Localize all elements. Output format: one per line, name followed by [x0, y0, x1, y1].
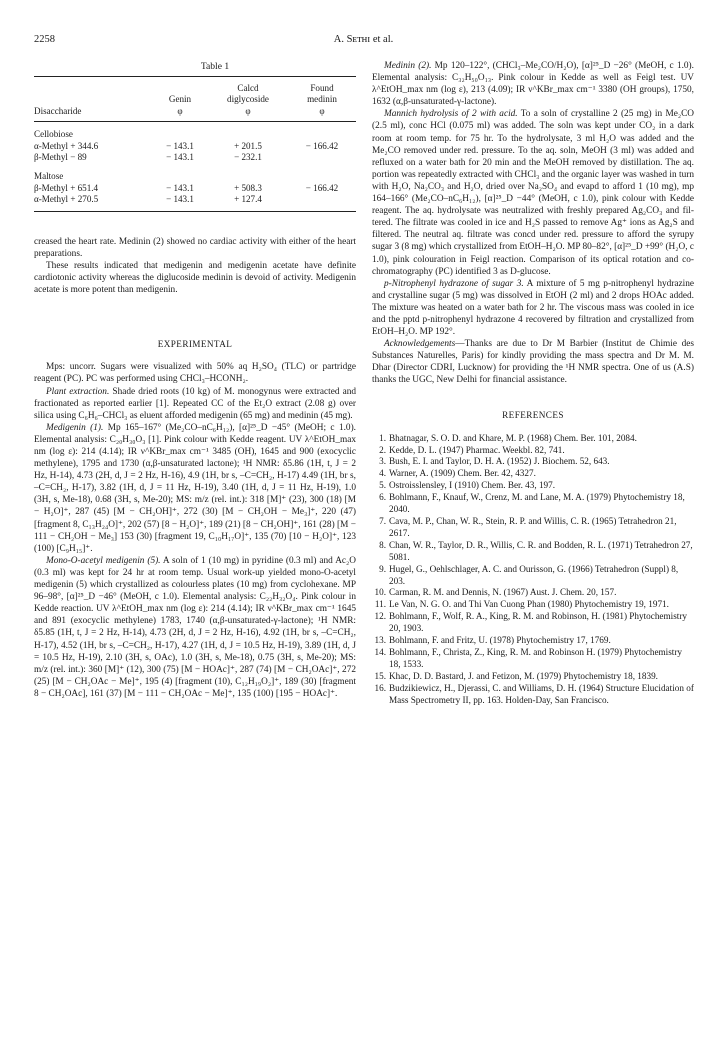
reference-item	[372, 468, 694, 480]
reference-text: Bohlmann, F., Knauf, W., Crenz, M. and Lane, M. A. (1979) Phytochemistry 18, 2040.	[389, 492, 685, 515]
reference-item	[372, 635, 694, 647]
reference-text: Le Van, N. G. O. and Thi Van Cuong Phan (1980) Phytochemistry 19, 1971.	[389, 599, 669, 610]
reference-text: Hugel, G., Oehlschlager, A. C. and Ourisson, G. (1966) Tetrahedron (Suppl) 8, 203.	[389, 563, 679, 586]
experimental-paragraph-mps: Mps: uncorr. Sugars were visualized with 50% aq H₂SO₄ (TLC) or partridge reagent (PC). PC was performed using CHCl₃–HCONH₂.	[34, 362, 356, 385]
reference-item	[372, 564, 694, 588]
table-header-row-3: Disaccharide φ φ φ	[34, 105, 325, 116]
reference-number: 16.	[374, 682, 386, 693]
medinin-paragraph	[372, 60, 694, 108]
table-header-row-1: Calcd Found	[237, 82, 334, 93]
reference-number: 7.	[379, 515, 386, 526]
table-row: β-Methyl − 89 − 143.1 − 232.1	[34, 152, 262, 163]
acknowledgements-lead: Acknowledgements	[384, 339, 456, 350]
plant-extraction-text: Shade dried roots (10 kg) of M. monogynus were extracted and fractionated as reported earlier [1]. Repeated CC of the Et₂O extract (2.08 g) over silica using C₆H₆–CHCl₃ as eluent afforded medigenin (65 mg) and medinin (45 mg).	[34, 386, 357, 421]
reference-list	[372, 433, 694, 707]
reference-text: Budzikiewicz, H., Djerassi, C. and Williams, D. H. (1964) Structure Elucidation of Mass Spectrometry II, pp. 163. Holden-Day, San Francisco.	[389, 682, 694, 705]
reference-text: Cava, M. P., Chan, W. R., Stein, R. P. and Willis, C. R. (1965) Tetrahedron 21, 2617.	[389, 515, 677, 538]
hydrazone-text: A mixture of 5 mg p-nitrophenyl hydrazine and crystalline sugar (5 mg) was dissolved in EtOH (2 ml) and 2 drops HOAc added. The mixture was heated on a water bath for 2 hr. The viscous mass was cooled in ice and the pptd p-nitrophenyl hydrazone 4 recovered by filtration and crystallized from EtOH–H₂O. MP 192°.	[372, 278, 695, 338]
reference-number: 15.	[374, 670, 386, 681]
reference-text: Bhatnagar, S. O. D. and Khare, M. P. (1968) Chem. Ber. 101, 2084.	[389, 432, 637, 443]
reference-number: 14.	[374, 646, 386, 657]
plant-extraction-lead: Plant extraction.	[46, 386, 110, 397]
results-paragraph-2: These results indicated that medigenin and medigenin acetate have definite cardiotonic activity whereas the diglucoside medinin is devoid of activity. Medigenin acetate is more potent than medigenin.	[34, 260, 356, 296]
table-group-cellobiose: Cellobiose	[34, 129, 73, 140]
reference-item	[372, 492, 694, 516]
reference-number: 8.	[379, 539, 386, 550]
reference-item	[372, 599, 694, 611]
medigenin-lead: Medigenin (1).	[46, 422, 104, 433]
results-paragraph-1: creased the heart rate. Medinin (2) showed no cardiac activity with either of the heart preparations.	[34, 236, 356, 259]
acknowledgements-text: —Thanks are due to Dr M Barbier (Institut de Chimie des Substances Naturelles, Paris) for kindly providing the mass spectra and Dr M. M. Dhar (Director CDRI, Lucknow) for providing the ¹H NMR spectra. One of us (A.S) thanks the UGC, New Delhi for financial assistance.	[372, 339, 694, 386]
references-heading: REFERENCES	[502, 409, 564, 420]
hydrazone-lead: p-Nitrophenyl hydrazone of sugar 3.	[384, 278, 524, 289]
acetyl-medigenin-paragraph	[34, 555, 356, 700]
reference-item	[372, 587, 694, 599]
experimental-heading: EXPERIMENTAL	[157, 339, 233, 350]
reference-item	[372, 611, 694, 635]
reference-text: Warner, A. (1909) Chem. Ber. 42, 4327.	[389, 468, 536, 479]
reference-item	[372, 647, 694, 671]
reference-text: Bohlmann, F. and Fritz, U. (1978) Phytochemistry 17, 1769.	[389, 635, 611, 646]
reference-number: 5.	[379, 480, 386, 491]
reference-number: 12.	[374, 611, 386, 622]
reference-text: Kedde, D. L. (1947) Pharmac. Weekbl. 82, 741.	[389, 444, 565, 455]
plant-extraction-paragraph	[34, 386, 356, 422]
table-row: β-Methyl + 651.4 − 143.1 + 508.3 − 166.42	[34, 182, 339, 193]
acknowledgements-paragraph	[372, 338, 694, 386]
left-column	[34, 60, 356, 700]
reference-item	[372, 433, 694, 445]
table-row: α-Methyl + 344.6 − 143.1 + 201.5 − 166.42	[34, 140, 339, 151]
reference-number: 6.	[379, 492, 386, 503]
reference-number: 13.	[374, 635, 386, 646]
reference-text: Ostroisslensley, I (1910) Chem. Ber. 43, 197.	[389, 480, 556, 491]
table-caption: Table 1	[200, 61, 230, 72]
hydrazone-paragraph	[372, 278, 694, 338]
reference-item	[372, 683, 694, 707]
reference-text: Bohlmann, F., Christa, Z., King, R. M. and Robinson H. (1979) Phytochemistry 18, 1533.	[389, 646, 683, 669]
reference-text: Bohlmann, F., Wolf, R. A., King, R. M. and Robinson, H. (1981) Phytochemistry 20, 1903.	[389, 611, 687, 634]
reference-text: Bush, E. I. and Taylor, D. H. A. (1952) J. Biochem. 52, 643.	[389, 456, 610, 467]
reference-item	[372, 445, 694, 457]
page-header	[34, 34, 693, 50]
acetyl-medigenin-text: A soln of 1 (10 mg) in pyridine (0.3 ml) and Ac₂O (0.3 ml) was kept for 24 hr at room temp. Usual work-up yielded mono-O-acetyl medigenin (5) which crystallized as colourless plates (10 mg) from cyclohexane. MP 96–98°, [α]²⁵_D −46° (MeOH, c 1.0). Elemental analysis: C₂₂H₃₂O₄. Pink colour in Kedde reaction. UV λ^EtOH_max nm (log ε): 214 (4.14); IR ν^KBr_max cm⁻¹ 1645 and 891 (exocyclic methylene) 1783, 1740 (α,β-unsaturated-γ-lactone); ¹H NMR: δ5.85 (1H, t, J = 2 Hz, H-14), 4.73 (2H, d, J = 2 Hz, H-16), 4.92 (1H, br s, –C=CH₂, H-17), 4.52 (1H, br s, –C=CH₂, H-17), 4.27 (1H, d, J = 10.5 Hz, H-19), 3.89 (1H, d, J = 10.5 Hz, H-19), 2.10 (3H, s, OAc), 1.0 (3H, s, Me-18), 0.75 (3H, s, Me-20); MS: m/z (rel. int.): 360 [M]⁺ (12), 300 (75) [M − HOAc]⁺, 287 (74) [M − CH₂OAc]⁺, 272 (25) [M − CH₂OAc − Me]⁺, 195 (4) [fragment (10), C₁₂H₁₉O₂]⁺, 189 (30) [fragment 8 − CH₂OAc], 161 (37) [M − 111 − CH₂OAc − Me]⁺, 135 (100) [195 − HOAc]⁺.	[34, 555, 356, 699]
reference-number: 9.	[379, 563, 386, 574]
reference-item	[372, 671, 694, 683]
medinin-text: Mp 120–122°, (CHCl₃–Me₂CO/H₂O), [α]²⁵_D −26° (MeOH, c 1.0). Elemental analysis: C₃₂H₅₀O₁₃. Pink colour in Kedde as well as Feigl test. UV λ^EtOH_max nm (log ε), 213 (4.09); IR ν^KBr_max cm⁻¹ 3380 (OH groups), 1750, 1632 (α,β-unsaturated-γ-lactone).	[372, 61, 694, 108]
reference-number: 10.	[374, 587, 386, 598]
reference-text: Carman, R. M. and Dennis, N. (1967) Aust. J. Chem. 20, 157.	[389, 587, 617, 598]
mannich-hydrolysis-lead: Mannich hydrolysis of 2 with acid.	[384, 109, 518, 120]
reference-text: Chan, W. R., Taylor, D. R., Willis, C. R. and Bodden, R. L. (1971) Tetrahedron 27, 5081.	[389, 539, 693, 562]
reference-number: 4.	[379, 468, 386, 479]
reference-number: 11.	[374, 599, 386, 610]
medigenin-paragraph	[34, 422, 356, 555]
reference-number: 2.	[379, 444, 386, 455]
mannich-hydrolysis-paragraph	[372, 108, 694, 277]
reference-number: 1.	[379, 432, 386, 443]
reference-item	[372, 516, 694, 540]
medinin-lead: Medinin (2).	[384, 61, 432, 71]
running-head: A. Sᴇᴛʜɪ et al.	[333, 34, 394, 45]
reference-item	[372, 540, 694, 564]
reference-item	[372, 456, 694, 468]
right-column	[372, 60, 694, 706]
table-group-maltose: Maltose	[34, 171, 64, 182]
reference-item	[372, 480, 694, 492]
mannich-hydrolysis-text: To a soln of crystalline 2 (25 mg) in Me₂CO (2.5 ml), conc HCl (0.075 ml) was added. The soln was kept under CO₂ in a dark room at room temp. for 75 hr. To the hydrolysate, 3 ml H₂O was added and the Me₂CO removed under red. pressure. To the aq. soln, MeOH (3 ml) was added and refluxed on a water bath for 20 min and the MeOH removed by distillation. The aq. portion was repeatedly extracted with CHCl₃ and the organic layer was washed in turn with H₂O, Na₂CO₃ and H₂O, dried over Na₂SO₄ and evapd to afford 1 (10 mg), mp 164–166° (Me₂CO–nC₆H₁₂), [α]²⁵_D −44° (MeOH, c 1.0), pink colour with Kedde reagent. The aq. hydrolysate was neutralized with freshly prepared Ag₂CO₃ and filtered. The filtrate was cooled in ice and H₂S passed to remove Ag⁺ ions as Ag₂S and filtered. The neutral aq. filtrate was concd under red. pressure to afford the syrupy sugar 3 (8 mg) which crystallized from EtOH–H₂O. MP 80–82°, [α]²⁵_D +99° (H₂O, c 1.0), pink colouration in Feigl reaction. Comparison of its optical rotation and co-chromatography (PC) identified 3 as D-glucose.	[372, 109, 694, 277]
reference-text: Khac, D. D. Bastard, J. and Fetizon, M. (1979) Phytochemistry 18, 1839.	[389, 670, 658, 681]
reference-number: 3.	[379, 456, 386, 467]
medigenin-text: Mp 165–167° (Me₂CO–nC₆H₁₂), [α]²⁵_D −45° (MeOH; c 1.0). Elemental analysis: C₂₀H₃₀O₃ [1]. Pink colour with Kedde reagent. UV λ^EtOH_max nm (log ε): 214 (4.14); IR ν^KBr_max cm⁻¹ 3485 (OH), 1645 and 900 (exocyclic methylene), 1795 and 1730 (α,β-unsaturated lactone); ¹H NMR: δ5.86 (1H, t, J = 2 Hz, H-14), 4.73 (2H, d, J = 2 Hz, H-16), 4.9 (1H, br s, –C=CH₂, H-17) 4.49 (1H, br s, –C=CH₂, H-17), 3.82 (1H, d, J = 11 Hz, H-19), 3.40 (1H, d, J = 11 Hz, H-19), 1.0 (3H, s, Me-18), 0.68 (3H, s, Me-20); MS: m/z (rel. int.): 318 [M]⁺ (23), 300 (18) [M − H₂O]⁺, 287 (45) [M − CH₂OH]⁺, 272 (30) [M − CH₂OH − Me₃]⁺, 220 (47) [fragment 8, C₁₃H₂₄O]⁺, 202 (57) [8 − H₂O]⁺, 189 (21) [8 − CH₂OH]⁺, 161 (28) [M − 111 − CH₂OH − Me₃] 153 (30) [fragment 19, C₁₀H₁₇O]⁺, 135 (70) [10 − H₂O]⁺, 123 (100) [C₉H₁₅]⁺.	[34, 422, 356, 554]
acetyl-medigenin-lead: Mono-O-acetyl medigenin (5).	[46, 555, 161, 566]
table-1	[34, 76, 356, 212]
table-row: α-Methyl + 270.5 − 143.1 + 127.4	[34, 194, 262, 205]
page-number: 2258	[34, 34, 55, 45]
table-header-row-2: Genin diglycoside medinin	[168, 94, 337, 105]
